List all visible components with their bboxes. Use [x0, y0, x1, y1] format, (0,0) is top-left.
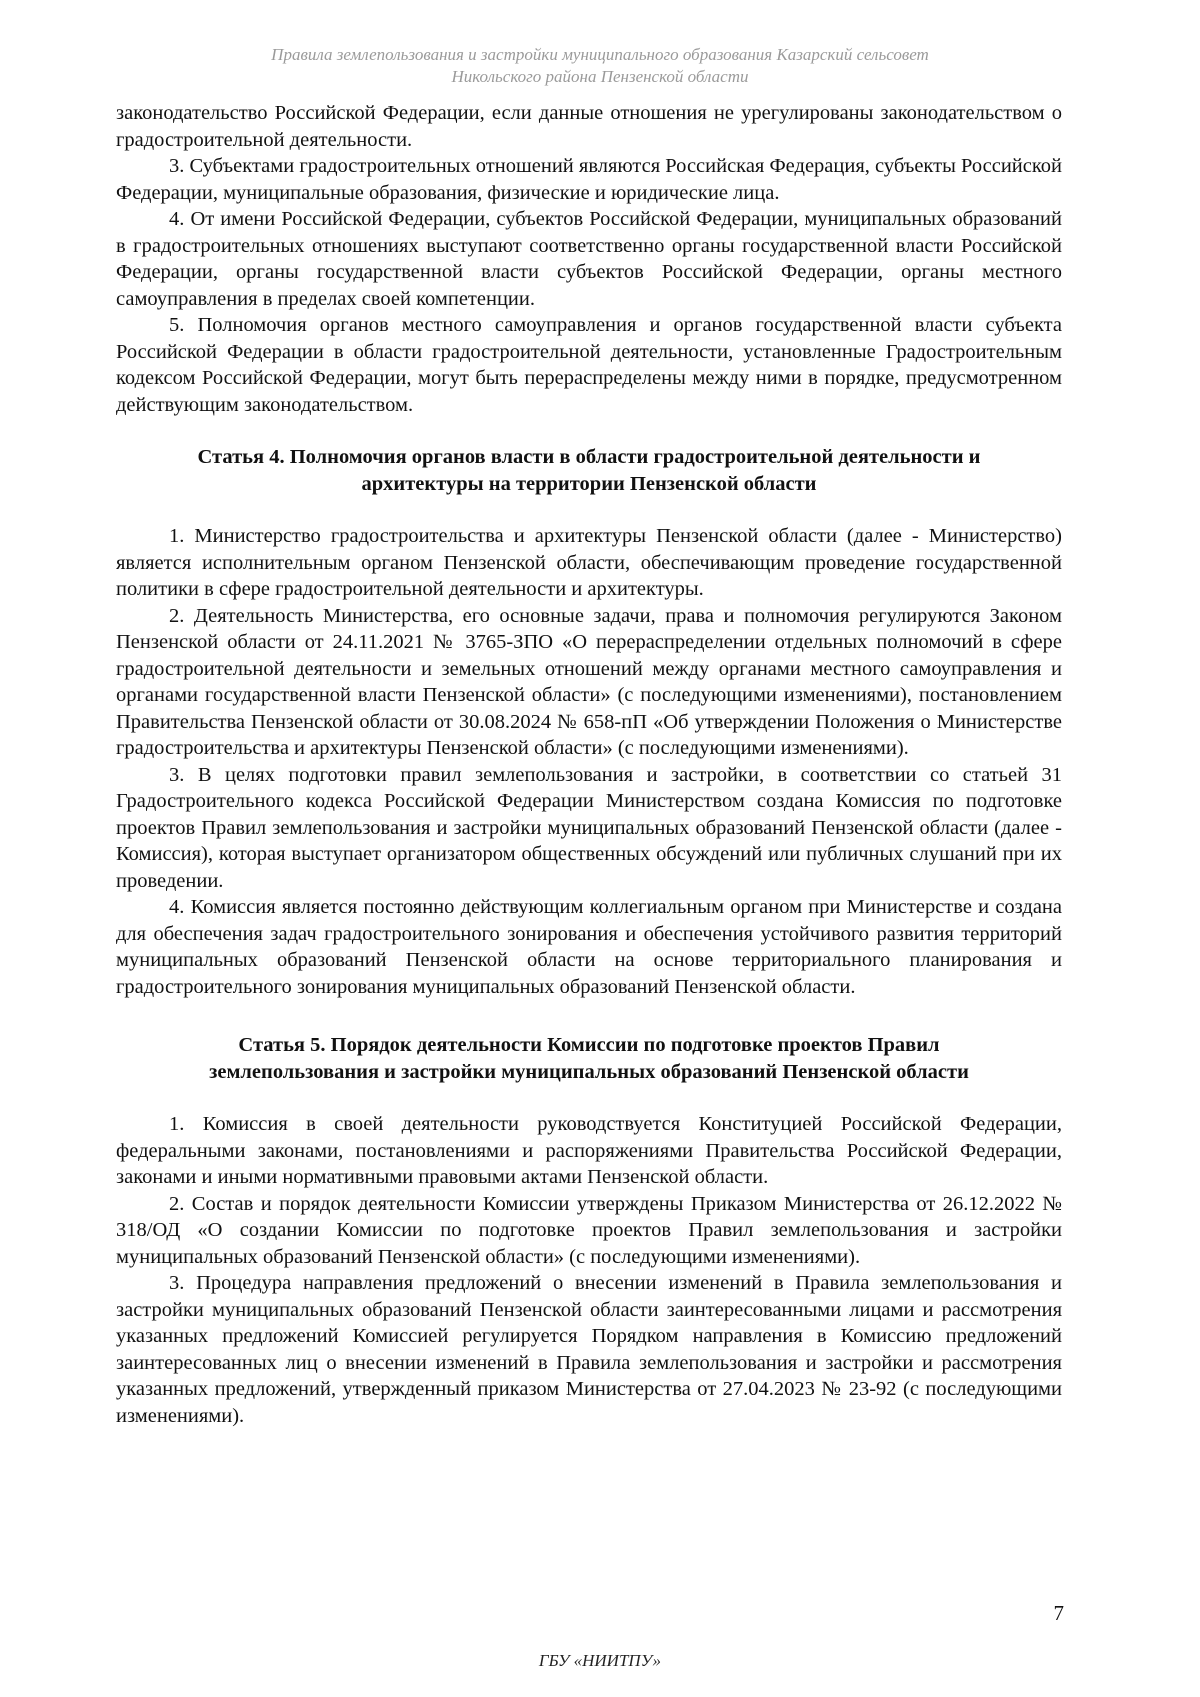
paragraph-3-3: 3. Субъектами градостроительных отношений являются Российская Федерация, субъекты Российской Федерации, муниципальные образования, физические и юридические лица.	[116, 155, 1063, 204]
paragraph-4-2: 2. Деятельность Министерства, его основные задачи, права и полномочия регулируются Законом Пензенской области от 24.11.2021 № 3765-ЗПО «О перераспределении отдельных полномочий в сфере градостроительной деятельности и земельных отношений между органами местного самоуправления и органами государственной власти Пензенской области» (с последующими изменениями), постановлением Правительства Пензенской области от 30.08.2024 № 658-пП «Об утверждении Положения о Министерстве градостроительства и архитектуры Пензенской области» (с последующими изменениями).	[116, 604, 1062, 759]
article-3-continuation	[116, 100, 1062, 418]
paragraph-3-5: 5. Полномочия органов местного самоуправления и органов государственной власти субъекта Российской Федерации в области градостроительной деятельности, установленные Градостроительным кодексом Российской Федерации, могут быть перераспределены между ними в порядке, предусмотренном действующим законодательством.	[116, 314, 1062, 416]
article-4-heading-line-2: архитектуры на территории Пензенской области	[361, 472, 817, 495]
article-5-heading-line-1: Статья 5. Порядок деятельности Комиссии по подготовке проектов Правил	[238, 1034, 940, 1056]
article-4-heading	[116, 444, 1062, 497]
paragraph-4-1: 1. Министерство градостроительства и архитектуры Пензенской области (далее - Министерство) является исполнительным органом Пензенской области, обеспечивающим проведение государственной политики в сфере градостроительной деятельности и архитектуры.	[116, 525, 1062, 600]
article-4	[116, 444, 1062, 1000]
article-4-heading-line-1: Статья 4. Полномочия органов власти в области градостроительной деятельности и	[197, 446, 981, 468]
paragraph-4-3: 3. В целях подготовки правил землепользования и застройки, в соответствии со статьей 31 Градостроительного кодекса Российской Федерации Министерством создана Комиссия по подготовке проектов Правил землепользования и застройки муниципальных образований Пензенской области (далее - Комиссия), которая выступает организатором общественных обсуждений или публичных слушаний при их проведении.	[116, 763, 1062, 892]
running-footer: ГБУ «НИИТПУ»	[538, 1651, 662, 1670]
paragraph-5-3: 3. Процедура направления предложений о внесении изменений в Правила землепользования и застройки муниципальных образований Пензенской области заинтересованными лицами и рассмотрения указанных предложений Комиссией регулируется Порядком направления в Комиссию предложений заинтересованных лиц о внесении изменений в Правила землепользования и застройки и рассмотрения указанных предложений, утвержденный приказом Министерства от 27.04.2023 № 23-92 (с последующими изменениями).	[116, 1272, 1062, 1427]
paragraph-5-2: 2. Состав и порядок деятельности Комиссии утверждены Приказом Министерства от 26.12.2022 № 318/ОД «О создании Комиссии по подготовке проектов Правил землепользования и застройки муниципальных образований Пензенской области» (с последующими изменениями).	[116, 1192, 1062, 1268]
article-5-heading-line-2: землепользования и застройки муниципальных образований Пензенской области	[209, 1060, 969, 1083]
article-5	[116, 1032, 1062, 1429]
paragraph-continued: законодательство Российской Федерации, если данные отношения не урегулированы законодательством о градостроительной деятельности.	[116, 102, 1062, 151]
paragraph-5-1: 1. Комиссия в своей деятельности руководствуется Конституцией Российской Федерации, федеральными законами, постановлениями и распоряжениями Правительства Российской Федерации, законами и иными нормативными правовыми актами Пензенской области.	[116, 1113, 1062, 1188]
paragraph-4-4: 4. Комиссия является постоянно действующим коллегиальным органом при Министерстве и создана для обеспечения задач градостроительного зонирования и обеспечения устойчивого развития территорий муниципальных образований Пензенской области на основе территориального планирования и градостроительного зонирования муниципальных образований Пензенской области.	[116, 896, 1062, 998]
running-header-line-2: Никольского района Пензенской области	[451, 67, 749, 86]
running-header	[160, 44, 1040, 88]
document-body	[116, 100, 1062, 1429]
running-header-line-1: Правила землепользования и застройки муниципального образования Казарский сельсовет	[271, 45, 929, 64]
article-5-heading	[116, 1032, 1062, 1085]
paragraph-3-4: 4. От имени Российской Федерации, субъектов Российской Федерации, муниципальных образований в градостроительных отношениях выступают соответственно органы государственной власти Российской Федерации, органы государственной власти субъектов Российской Федерации, органы местного самоуправления в пределах своей компетенции.	[116, 208, 1062, 310]
page-number: 7	[1053, 1601, 1064, 1625]
